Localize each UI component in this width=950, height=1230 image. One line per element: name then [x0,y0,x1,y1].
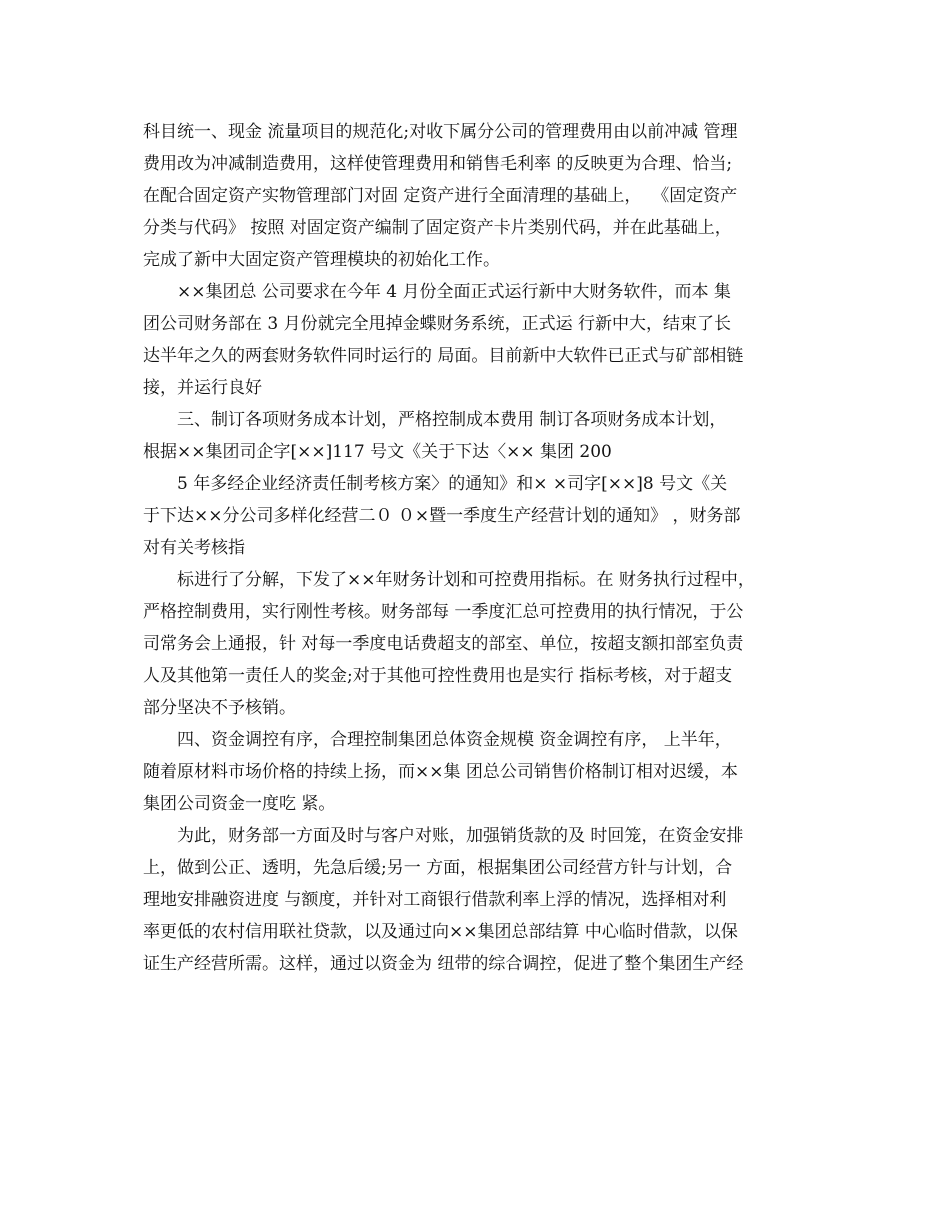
text-line: 理地安排融资进度 与额度，并针对工商银行借款利率上浮的情况，选择相对利 [143,890,727,910]
text-line: 集团公司资金一度吃 紧。 [143,794,336,814]
text-line: 对有关考核指 [143,538,245,558]
text-line: 在配合固定资产实物管理部门对固 定资产进行全面清理的基础上， 《固定资产 [143,186,738,206]
text-line: 根据××集团司企字[××]117 号文《关于下达〈×× 集团 200 [143,442,612,462]
text-line: 团公司财务部在 3 月份就完全甩掉金蝶财务系统，正式运 行新中大，结束了长 [143,314,732,334]
text-line: 5 年多经企业经济责任制考核方案〉的通知》和× ×司字[××]8 号文《关 [177,474,728,494]
body-text [143,116,813,980]
text-line: 四、资金调控有序，合理控制集团总体资金规模 资金调控有序， 上半年， [177,730,732,750]
text-line: 接，并运行良好 [143,378,262,398]
text-line: 标进行了分解，下发了××年财务计划和可控费用指标。在 财务执行过程中， [177,570,755,590]
text-line: 三、制订各项财务成本计划，严格控制成本费用 制订各项财务成本计划， [177,410,727,430]
text-line: 于下达××分公司多样化经营二０ ０×暨一季度生产经营计划的通知》 ，财务部 [143,506,741,526]
text-line: 人及其他第一责任人的奖金;对于其他可控性费用也是实行 指标考核，对于超支 [143,666,733,686]
text-line: 率更低的农村信用联社贷款，以及通过向××集团总部结算 中心临时借款，以保 [143,922,738,942]
text-line: 严格控制费用，实行刚性考核。财务部每 一季度汇总可控费用的执行情况，于公 [143,602,744,622]
text-line: 为此，财务部一方面及时与客户对账，加强销货款的及 时回笼，在资金安排 [177,826,744,846]
text-line: 上，做到公正、透明，先急后缓;另一 方面，根据集团公司经营方针与计划，合 [143,858,733,878]
text-line: 证生产经营所需。这样，通过以资金为 纽带的综合调控，促进了整个集团生产经 [143,954,744,974]
text-line: 部分坚决不予核销。 [143,698,296,718]
text-line: 费用改为冲减制造费用，这样使管理费用和销售毛利率 的反映更为合理、恰当; [143,154,733,174]
text-line: 司常务会上通报，针 对每一季度电话费超支的部室、单位，按超支额扣部室负责 [143,634,744,654]
text-line: ××集团总 公司要求在今年 4 月份全面正式运行新中大财务软件，而本 集 [177,282,731,302]
text-line: 科目统一、现金 流量项目的规范化;对收下属分公司的管理费用由以前冲减 管理 [143,122,738,142]
text-line: 分类与代码》 按照 对固定资产编制了固定资产卡片类别代码，并在此基础上， [143,218,732,238]
text-line: 达半年之久的两套财务软件同时运行的 局面。目前新中大软件已正式与矿部相链 [143,346,744,366]
text-line: 完成了新中大固定资产管理模块的初始化工作。 [143,250,500,270]
text-line: 随着原材料市场价格的持续上扬，而××集 团总公司销售价格制订相对迟缓，本 [143,762,738,782]
